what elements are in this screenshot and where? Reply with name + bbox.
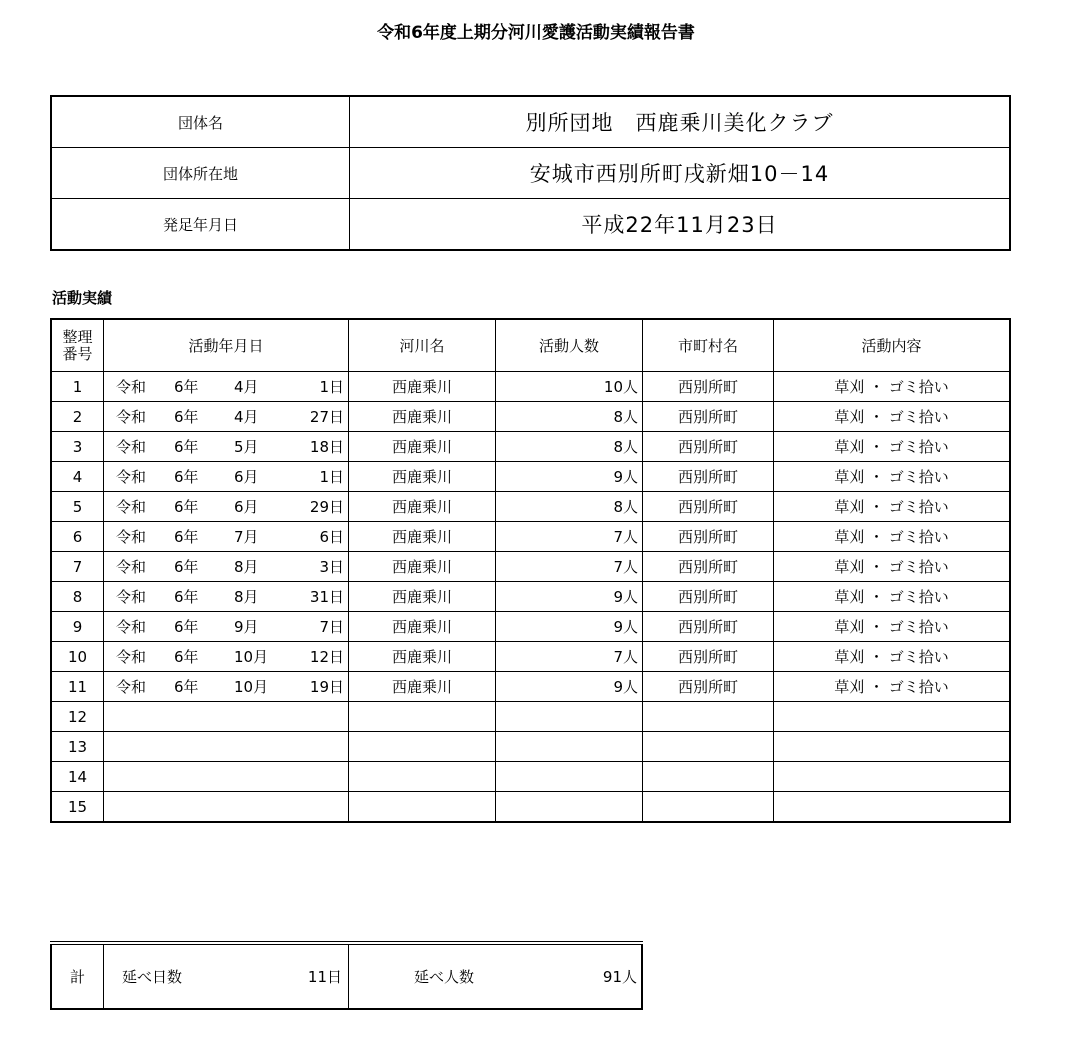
row-number: 3 (51, 432, 104, 462)
total-people-cell (349, 943, 643, 1009)
activity-row (51, 792, 1010, 823)
row-number: 13 (51, 732, 104, 762)
activity-date (104, 552, 349, 582)
activity-date (104, 672, 349, 702)
header-river: 河川名 (349, 319, 496, 372)
activity-content (774, 762, 1011, 792)
date-era: 令和 (116, 378, 147, 396)
row-number: 1 (51, 372, 104, 402)
city-name: 西別所町 (643, 432, 774, 462)
date-day: 1日 (319, 468, 344, 486)
activity-content: 草刈 ・ ゴミ拾い (774, 612, 1011, 642)
date-month: 4月 (234, 378, 259, 396)
date-month: 10月 (234, 678, 269, 696)
date-day: 27日 (309, 408, 344, 426)
date-era: 令和 (116, 498, 147, 516)
group-name-value: 別所団地 西鹿乗川美化クラブ (350, 96, 1011, 148)
activity-date (104, 612, 349, 642)
totals-row (51, 943, 642, 1009)
activity-date (104, 372, 349, 402)
date-month: 10月 (234, 648, 269, 666)
activity-row (51, 612, 1010, 642)
people-count: 8人 (496, 402, 643, 432)
city-name: 西別所町 (643, 492, 774, 522)
river-name: 西鹿乗川 (349, 582, 496, 612)
activity-body (51, 372, 1010, 823)
river-name: 西鹿乗川 (349, 612, 496, 642)
date-year: 6年 (174, 378, 199, 396)
activity-table (50, 318, 1011, 823)
date-year: 6年 (174, 528, 199, 546)
city-name: 西別所町 (643, 462, 774, 492)
activity-row (51, 402, 1010, 432)
date-year: 6年 (174, 678, 199, 696)
river-name (349, 702, 496, 732)
date-year: 6年 (174, 558, 199, 576)
activity-content (774, 702, 1011, 732)
total-days-label: 延べ日数 (122, 968, 183, 986)
date-month: 8月 (234, 558, 259, 576)
row-number: 5 (51, 492, 104, 522)
river-name (349, 732, 496, 762)
people-count: 7人 (496, 552, 643, 582)
people-count: 8人 (496, 432, 643, 462)
activity-content: 草刈 ・ ゴミ拾い (774, 642, 1011, 672)
date-year: 6年 (174, 588, 199, 606)
people-count: 10人 (496, 372, 643, 402)
activity-date (104, 732, 349, 762)
group-info-table (50, 95, 1011, 251)
header-number (51, 319, 104, 372)
address-row (51, 148, 1010, 199)
activity-content: 草刈 ・ ゴミ拾い (774, 582, 1011, 612)
row-number: 8 (51, 582, 104, 612)
river-name: 西鹿乗川 (349, 642, 496, 672)
date-day: 19日 (309, 678, 344, 696)
activity-content: 草刈 ・ ゴミ拾い (774, 372, 1011, 402)
row-number: 11 (51, 672, 104, 702)
header-number-text: 整理 番号 (62, 327, 93, 363)
activity-content: 草刈 ・ ゴミ拾い (774, 492, 1011, 522)
activity-date (104, 792, 349, 823)
totals-label: 計 (51, 943, 104, 1009)
people-count: 9人 (496, 582, 643, 612)
total-days-value: 11日 (307, 968, 342, 986)
city-name: 西別所町 (643, 402, 774, 432)
date-day: 29日 (309, 498, 344, 516)
activity-content (774, 732, 1011, 762)
city-name (643, 732, 774, 762)
activity-content: 草刈 ・ ゴミ拾い (774, 462, 1011, 492)
city-name: 西別所町 (643, 612, 774, 642)
city-name: 西別所町 (643, 372, 774, 402)
date-month: 4月 (234, 408, 259, 426)
activity-row (51, 552, 1010, 582)
activity-date (104, 702, 349, 732)
activity-row (51, 492, 1010, 522)
people-count: 9人 (496, 462, 643, 492)
activity-row (51, 702, 1010, 732)
activity-content: 草刈 ・ ゴミ拾い (774, 552, 1011, 582)
activity-date (104, 642, 349, 672)
city-name: 西別所町 (643, 582, 774, 612)
date-era: 令和 (116, 468, 147, 486)
activity-row (51, 582, 1010, 612)
row-number: 15 (51, 792, 104, 823)
row-number: 6 (51, 522, 104, 552)
date-era: 令和 (116, 408, 147, 426)
date-month: 5月 (234, 438, 259, 456)
header-city: 市町村名 (643, 319, 774, 372)
river-name: 西鹿乗川 (349, 492, 496, 522)
date-day: 6日 (319, 528, 344, 546)
activity-row (51, 732, 1010, 762)
city-name: 西別所町 (643, 552, 774, 582)
activity-date (104, 432, 349, 462)
date-era: 令和 (116, 588, 147, 606)
activity-row (51, 372, 1010, 402)
founded-row (51, 199, 1010, 251)
date-month: 9月 (234, 618, 259, 636)
date-year: 6年 (174, 498, 199, 516)
city-name (643, 762, 774, 792)
city-name: 西別所町 (643, 642, 774, 672)
activity-row (51, 762, 1010, 792)
activity-content: 草刈 ・ ゴミ拾い (774, 402, 1011, 432)
activity-row (51, 672, 1010, 702)
city-name: 西別所町 (643, 672, 774, 702)
river-name (349, 762, 496, 792)
date-month: 6月 (234, 498, 259, 516)
row-number: 2 (51, 402, 104, 432)
activity-row (51, 432, 1010, 462)
report-title: 令和6年度上期分河川愛護活動実績報告書 (377, 23, 695, 43)
people-count (496, 792, 643, 823)
activity-row (51, 462, 1010, 492)
activity-content: 草刈 ・ ゴミ拾い (774, 522, 1011, 552)
people-count: 9人 (496, 672, 643, 702)
activity-content: 草刈 ・ ゴミ拾い (774, 672, 1011, 702)
header-people: 活動人数 (496, 319, 643, 372)
activity-date (104, 462, 349, 492)
city-name (643, 792, 774, 823)
date-day: 18日 (309, 438, 344, 456)
activity-header-row (51, 319, 1010, 372)
date-era: 令和 (116, 438, 147, 456)
date-year: 6年 (174, 648, 199, 666)
founded-value: 平成22年11月23日 (350, 199, 1011, 251)
header-date: 活動年月日 (104, 319, 349, 372)
total-people-label: 延べ人数 (414, 968, 475, 986)
activity-date (104, 522, 349, 552)
city-name (643, 702, 774, 732)
river-name: 西鹿乗川 (349, 552, 496, 582)
activity-date (104, 762, 349, 792)
activity-date (104, 402, 349, 432)
city-name: 西別所町 (643, 522, 774, 552)
header-content: 活動内容 (774, 319, 1011, 372)
people-count (496, 732, 643, 762)
date-year: 6年 (174, 618, 199, 636)
river-name: 西鹿乗川 (349, 462, 496, 492)
date-day: 7日 (319, 618, 344, 636)
date-year: 6年 (174, 408, 199, 426)
people-count (496, 702, 643, 732)
river-name: 西鹿乗川 (349, 522, 496, 552)
date-era: 令和 (116, 648, 147, 666)
date-day: 1日 (319, 378, 344, 396)
river-name: 西鹿乗川 (349, 432, 496, 462)
row-number: 12 (51, 702, 104, 732)
activity-row (51, 642, 1010, 672)
river-name: 西鹿乗川 (349, 372, 496, 402)
row-number: 4 (51, 462, 104, 492)
people-count: 7人 (496, 642, 643, 672)
activity-row (51, 522, 1010, 552)
date-day: 12日 (309, 648, 344, 666)
activity-date (104, 582, 349, 612)
date-day: 31日 (309, 588, 344, 606)
people-count: 8人 (496, 492, 643, 522)
total-people-value: 91人 (602, 968, 637, 986)
address-label: 団体所在地 (51, 148, 350, 199)
section-label: 活動実績 (52, 289, 113, 307)
river-name: 西鹿乗川 (349, 402, 496, 432)
row-number: 10 (51, 642, 104, 672)
date-era: 令和 (116, 618, 147, 636)
date-month: 6月 (234, 468, 259, 486)
people-count: 9人 (496, 612, 643, 642)
date-era: 令和 (116, 558, 147, 576)
river-name: 西鹿乗川 (349, 672, 496, 702)
date-month: 7月 (234, 528, 259, 546)
people-count (496, 762, 643, 792)
row-number: 14 (51, 762, 104, 792)
address-value: 安城市西別所町戌新畑10－14 (350, 148, 1011, 199)
date-year: 6年 (174, 438, 199, 456)
totals-table (50, 941, 643, 1010)
people-count: 7人 (496, 522, 643, 552)
row-number: 9 (51, 612, 104, 642)
date-year: 6年 (174, 468, 199, 486)
date-era: 令和 (116, 528, 147, 546)
founded-label: 発足年月日 (51, 199, 350, 251)
activity-content (774, 792, 1011, 823)
date-era: 令和 (116, 678, 147, 696)
activity-content: 草刈 ・ ゴミ拾い (774, 432, 1011, 462)
date-month: 8月 (234, 588, 259, 606)
row-number: 7 (51, 552, 104, 582)
date-day: 3日 (319, 558, 344, 576)
activity-date (104, 492, 349, 522)
river-name (349, 792, 496, 823)
group-name-row (51, 96, 1010, 148)
group-name-label: 団体名 (51, 96, 350, 148)
total-days-cell (104, 943, 349, 1009)
